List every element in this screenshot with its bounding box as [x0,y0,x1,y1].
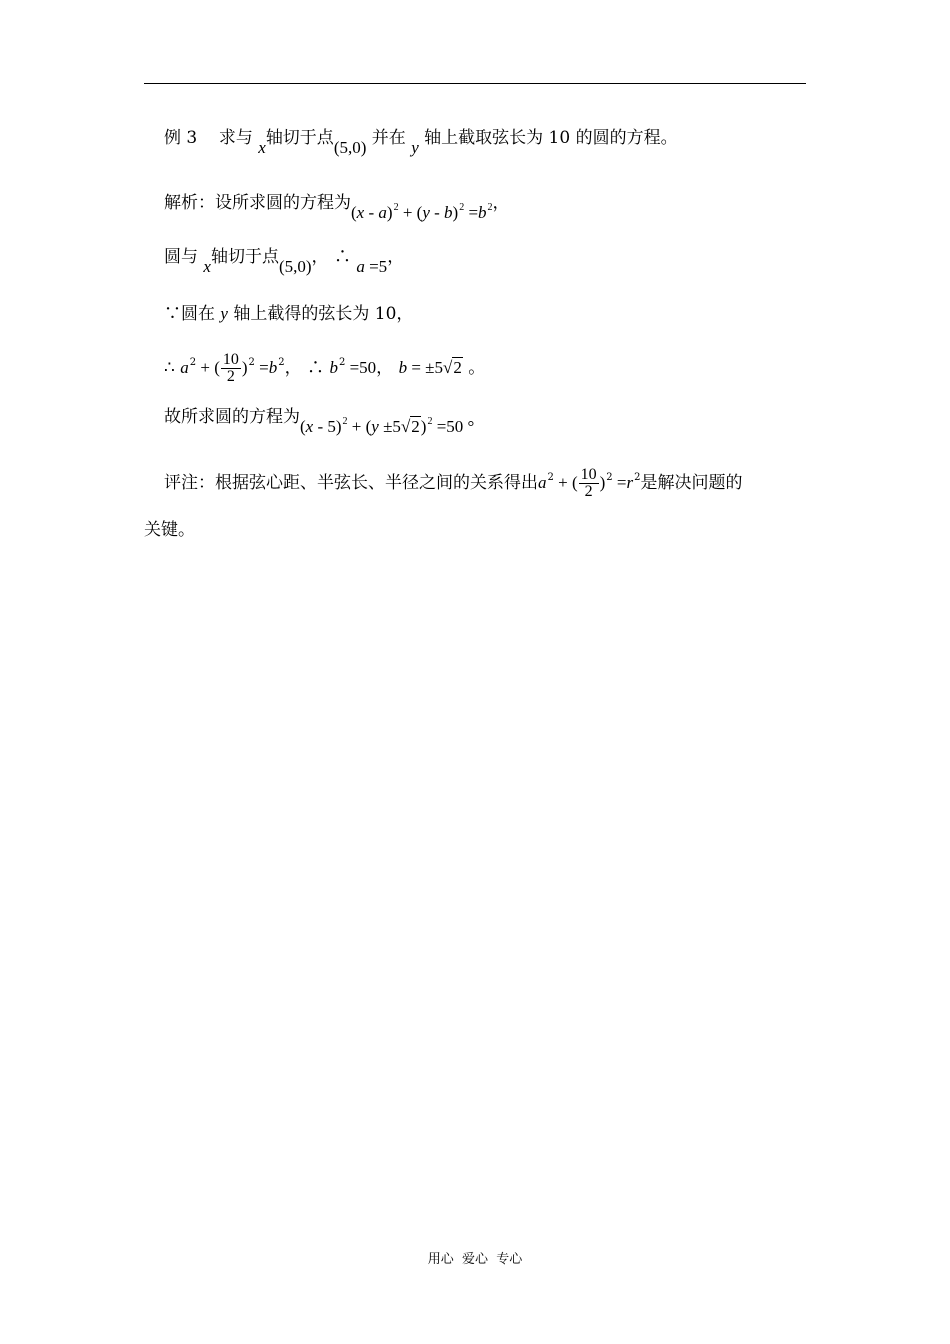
chord-text-1: 圆在 [181,304,215,324]
comma: ， [492,193,510,213]
page-footer: 用心 爱心 专心 [427,1252,523,1267]
comma: ， [376,358,394,378]
chord-line [164,302,413,326]
var-y: y [220,304,228,323]
plus: + ( [196,358,220,377]
sqrt: √2 [442,358,462,377]
var-a: a [180,358,189,377]
exponent: 2 [248,357,255,368]
example-text-4: 轴上截取弦长为 10 的圆的方程。 [424,128,678,148]
comment-continuation [144,518,195,542]
point: (5,0) [333,138,367,157]
var-r: r [626,473,634,492]
comment-text-after: 是解决问题的 [640,473,743,493]
plus: + ( [347,417,372,436]
var-b: b [478,203,487,222]
exponent: 2 [547,472,554,483]
answer-label: 故所求圆的方程为 [164,407,300,427]
numerator: 10 [580,466,597,483]
calc-line [164,343,485,388]
minus: - [364,203,379,222]
answer-line [164,400,475,436]
equals-value: =5 [364,257,388,276]
period: 。 [462,358,486,378]
because-symbol: ∵ [164,304,181,324]
var-x: x [258,138,266,157]
var-b: b [329,358,338,377]
exponent: 2 [459,202,465,213]
example-text-2: 轴切于点 [265,128,334,148]
therefore-symbol: ∴ [333,247,351,267]
circle-equation [351,203,493,222]
paren: ) [241,358,248,377]
point: (5,0) [278,257,312,276]
paren: ) [386,203,393,222]
exponent: 2 [427,416,433,427]
var-y: y [371,417,379,436]
comment-cont-text: 关键。 [144,520,195,540]
equals-value: =50 [345,358,377,377]
denominator: 2 [584,483,593,500]
exponent: 2 [606,472,613,483]
tangent-line [164,245,405,276]
var-b: b [444,203,453,222]
var-a: a [378,203,387,222]
answer-equation [300,417,474,436]
comment-line [164,458,743,503]
example-text-1: 求与 [218,128,253,148]
analysis-line [164,186,510,222]
plus-minus: ±5 [378,417,401,436]
tangent-text-2: 轴切于点 [210,247,279,267]
sqrt: √2 [400,417,420,436]
paren: ( [351,203,357,222]
minus: - [429,203,445,222]
plus: + ( [398,203,423,222]
var-b: b [398,358,408,377]
paren: ( [300,417,306,436]
exponent: 2 [278,357,285,368]
paren: ) [452,203,459,222]
exponent: 2 [393,202,399,213]
comma: ， [387,247,405,267]
radicand: 2 [411,417,420,436]
header-rule [144,83,806,84]
example-line [164,126,678,157]
var-a: a [356,257,365,276]
fraction [221,352,241,385]
numerator: 10 [222,351,239,368]
exponent: 2 [189,357,197,368]
var-b: b [268,358,278,377]
paren: ) [420,417,427,436]
exponent: 2 [487,202,493,213]
equals-value: =50 [432,417,464,436]
plus: + ( [553,473,578,492]
therefore-symbol: ∴ [307,358,325,378]
example-label: 例 3 [164,128,198,148]
var-y: y [411,138,419,157]
equals: = [254,358,269,377]
var-y: y [422,203,430,222]
therefore-symbol: ∴ [164,358,175,378]
var-x: x [356,203,365,222]
exponent: 2 [338,357,346,368]
equals: = [612,473,627,492]
equals: = [464,203,479,222]
denominator: 2 [226,368,235,385]
analysis-label: 解析：设所求圆的方程为 [164,193,351,213]
chord-text-2: 轴上截得的弦长为 10， [233,304,414,324]
tangent-text-1: 圆与 [164,247,198,267]
exponent: 2 [342,416,348,427]
minus-five: - 5) [313,417,342,436]
var-x: x [305,417,314,436]
fraction [579,467,599,500]
plus-minus-value: = ±5 [407,358,443,377]
exponent: 2 [634,472,641,483]
var-a: a [538,473,547,492]
example-text-3: 并在 [371,128,406,148]
paren: ) [599,473,606,492]
radicand: 2 [453,358,462,377]
comma: ， [311,247,329,267]
degree-mark: ° [463,417,475,436]
comment-label: 评注：根据弦心距、半弦长、半径之间的关系得出 [164,473,538,493]
var-x: x [203,257,211,276]
comma: ， [284,358,302,378]
